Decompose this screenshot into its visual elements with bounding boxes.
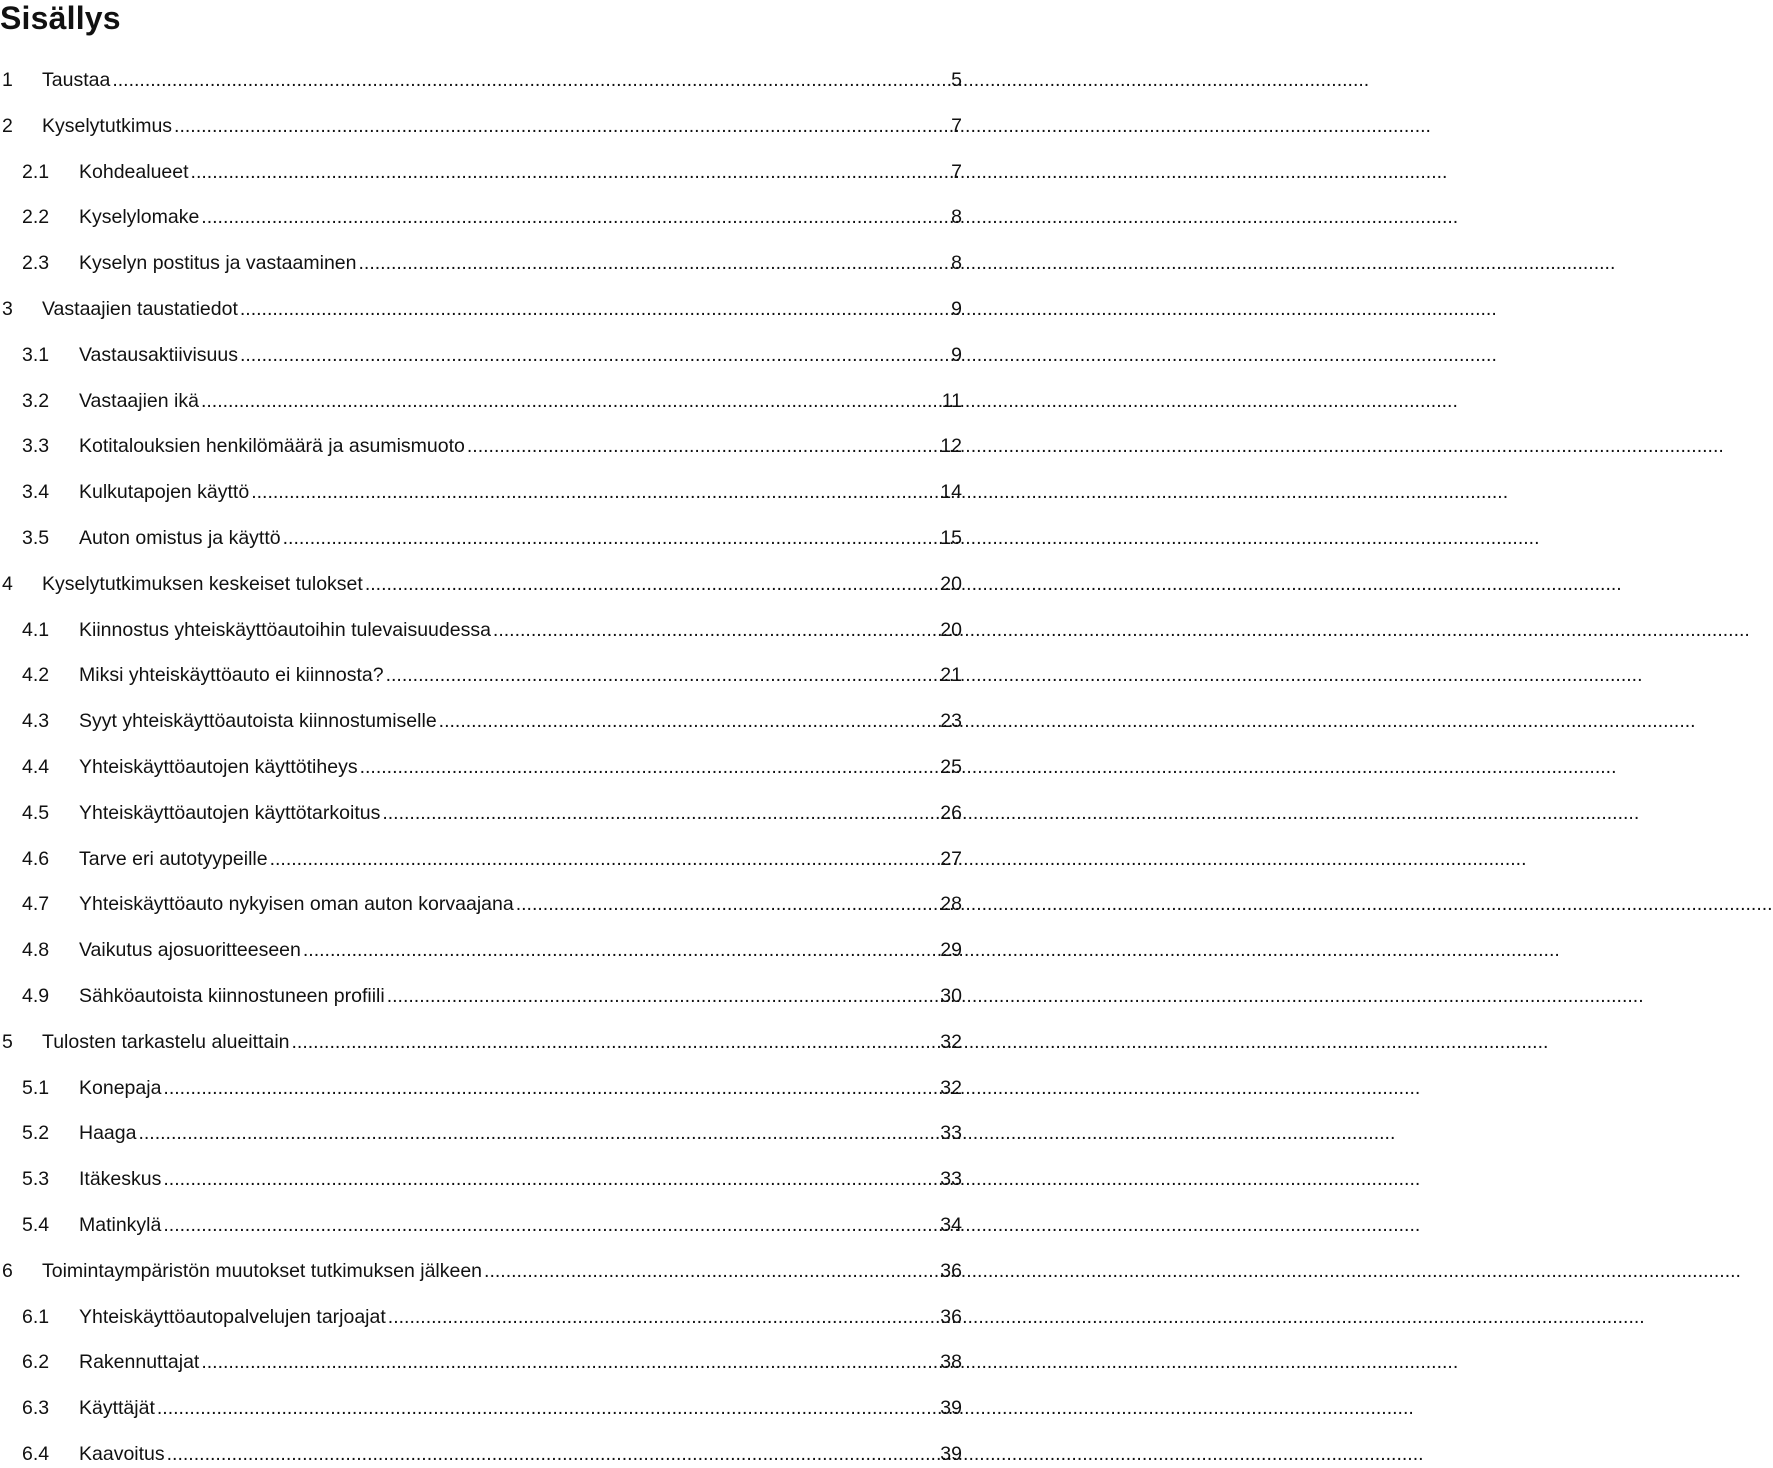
toc-entry[interactable] [0,1028,962,1056]
toc-dot-leader [439,707,937,735]
toc-entry-label: Käyttäjät [79,1397,155,1420]
toc-entry-label: Tulosten tarkastelu alueittain [42,1030,290,1053]
toc-dot-leader [516,890,937,918]
toc-entry[interactable] [0,1119,962,1147]
toc-entry[interactable] [0,936,962,964]
toc-dot-leader [251,478,936,506]
toc-entry-page: 9 [951,298,962,320]
toc-entry-label: Taustaa [42,69,111,91]
toc-entry-label: Miksi yhteiskäyttöauto ei kiinnosta? [79,664,384,687]
toc-entry-page: 9 [951,343,962,366]
toc-entry-label: Vastausaktiivisuus [79,343,238,366]
toc-dot-leader [365,570,936,598]
toc-entry[interactable] [0,478,962,506]
toc-dot-leader [174,112,947,140]
toc-entry[interactable] [0,295,962,323]
toc-entry[interactable] [0,1440,962,1468]
toc-entry-page: 39 [940,1397,962,1420]
toc-dot-leader [360,753,937,781]
toc-entry[interactable] [0,1074,962,1102]
toc-entry-number: 2.3 [22,252,50,275]
toc-entry-number: 6.1 [22,1305,50,1328]
toc-entry-label: Syyt yhteiskäyttöautoista kiinnostumiselle [79,710,437,733]
toc-entry-page: 36 [940,1305,962,1328]
toc-entry[interactable] [0,1257,962,1285]
toc-entry[interactable] [0,341,962,369]
toc-dot-leader [382,799,936,827]
toc-dot-leader [157,1394,936,1422]
toc-entry-label: Kyselytutkimus [42,114,173,137]
toc-entry-page: 26 [940,801,962,824]
toc-entry-label: Haaga [79,1122,137,1145]
toc-entry-label: Kulkutapojen käyttö [79,481,250,504]
toc-entry-page: 23 [940,710,962,733]
toc-entry-page: 14 [940,481,962,504]
toc-dot-leader [292,1028,937,1056]
toc-entry[interactable] [0,1211,962,1239]
toc-entry-label: Kaavoitus [79,1443,165,1465]
toc-entry-number: 6.3 [22,1397,50,1420]
toc-dot-leader [386,661,937,689]
toc-entry-label: Matinkylä [79,1214,162,1236]
toc-dot-leader [283,524,937,552]
toc-entry[interactable] [0,1348,962,1376]
toc-entry-number: 3 [2,298,13,320]
toc-entry-number: 4.2 [22,664,50,687]
toc-entry-number: 6 [2,1259,13,1282]
toc-entry-page: 28 [940,893,962,916]
toc-dot-leader [163,1074,936,1102]
toc-entry[interactable] [0,203,962,231]
toc-entry-label: Toimintaympäristön muutokset tutkimuksen jälkeen [42,1259,483,1282]
toc-entry-page: 32 [940,1076,962,1099]
toc-entry-number: 4.9 [22,985,50,1007]
toc-entry-number: 5 [2,1030,13,1053]
toc-entry-label: Yhteiskäyttöautopalvelujen tarjoajat [79,1305,386,1328]
toc-entry-number: 5.3 [22,1168,50,1191]
toc-entry-page: 36 [940,1259,962,1282]
toc-entry-label: Kyselytutkimuksen keskeiset tulokset [42,572,363,595]
toc-entry-page: 34 [940,1214,962,1236]
toc-entry-page: 8 [951,206,962,229]
toc-entry-label: Auton omistus ja käyttö [79,527,281,549]
toc-dot-leader [167,1440,937,1468]
toc-entry-number: 3.4 [22,481,50,504]
toc-entry[interactable] [0,753,962,781]
toc-entry-number: 4.8 [22,939,50,962]
toc-entry-number: 2.1 [22,160,50,183]
toc-entry-number: 2.2 [22,206,50,229]
toc-entry[interactable] [0,387,962,415]
toc-dot-leader [191,158,948,186]
toc-entry-page: 20 [940,572,962,595]
toc-entry[interactable] [0,570,962,598]
toc-title: Sisällys [0,0,121,36]
toc-entry-label: Yhteiskäyttöautojen käyttötiheys [79,756,358,778]
toc-entry-label: Kohdealueet [79,160,189,183]
toc-entry-label: Yhteiskäyttöautojen käyttötarkoitus [79,801,381,824]
toc-entry-page: 39 [940,1443,962,1465]
toc-dot-leader [163,1211,936,1239]
toc-entry[interactable] [0,982,962,1010]
toc-entry-number: 5.1 [22,1076,50,1099]
toc-entry-label: Rakennuttajat [79,1351,200,1374]
toc-entry-page: 33 [940,1168,962,1191]
toc-entry[interactable] [0,432,962,460]
toc-entry-page: 29 [940,939,962,962]
toc-entry-page: 33 [940,1122,962,1145]
toc-entry[interactable] [0,66,962,94]
toc-entry-label: Kyselyn postitus ja vastaaminen [79,252,357,275]
toc-entry[interactable] [0,845,962,873]
toc-entry-number: 6.4 [22,1443,50,1465]
toc-entry[interactable] [0,707,962,735]
toc-dot-leader [270,845,937,873]
toc-entry-number: 6.2 [22,1351,50,1374]
toc-entry[interactable] [0,616,962,644]
toc-dot-leader [484,1257,936,1285]
toc-entry[interactable] [0,112,962,140]
toc-entry-page: 30 [940,985,962,1007]
toc-entry-label: Kyselylomake [79,206,200,229]
toc-entry-label: Yhteiskäyttöauto nykyisen oman auton korvaajana [79,893,514,916]
toc-entry-label: Kiinnostus yhteiskäyttöautoihin tulevaisuudessa [79,618,491,641]
toc-entry-label: Tarve eri autotyypeille [79,847,268,870]
toc-entry-label: Vaikutus ajosuoritteeseen [79,939,301,962]
toc-entry[interactable] [0,1303,962,1331]
toc-dot-leader [240,341,947,369]
toc-entry-page: 11 [941,389,962,412]
toc-dot-leader [201,1348,936,1376]
toc-entry-number: 3.3 [22,435,50,458]
toc-dot-leader [467,432,936,460]
toc-entry-number: 4.5 [22,801,50,824]
toc-entry[interactable] [0,249,962,277]
toc-dot-leader [163,1165,936,1193]
toc-dot-leader [493,616,936,644]
toc-dot-leader [240,295,947,323]
toc-entry[interactable] [0,1394,962,1422]
toc-entry-page: 27 [940,847,962,870]
toc-entry-page: 7 [951,114,962,137]
toc-entry[interactable] [0,158,962,186]
toc-entry-number: 4.6 [22,847,50,870]
toc-entry-number: 4.1 [22,618,50,641]
toc-entry[interactable] [0,1165,962,1193]
toc-entry-page: 25 [940,756,962,778]
toc-entry-number: 5.2 [22,1122,50,1145]
toc-dot-leader [112,66,947,94]
toc-entry-number: 2 [2,114,13,137]
toc-dot-leader [303,936,936,964]
toc-entry-page: 21 [940,664,962,687]
toc-entry-page: 20 [940,618,962,641]
toc-entry-label: Vastaajien taustatiedot [42,298,238,320]
toc-entry-page: 8 [951,252,962,275]
toc-dot-leader [388,1303,937,1331]
toc-entry-label: Sähköautoista kiinnostuneen profiili [79,985,385,1007]
toc-entry-number: 5.4 [22,1214,50,1236]
toc-entry-number: 4.3 [22,710,50,733]
toc-dot-leader [201,387,938,415]
toc-entry[interactable] [0,524,962,552]
toc-entry-page: 38 [940,1351,962,1374]
toc-entry[interactable] [0,890,962,918]
toc-entry-page: 15 [940,527,962,549]
toc-dot-leader [138,1119,936,1147]
toc-entry[interactable] [0,799,962,827]
toc-entry-number: 4.7 [22,893,50,916]
toc-entry-page: 7 [951,160,962,183]
toc-entry-number: 3.2 [22,389,50,412]
toc-dot-leader [387,982,937,1010]
toc-entry-number: 3.5 [22,527,50,549]
toc-entry-label: Vastaajien ikä [79,389,199,412]
toc-entry-page: 32 [940,1030,962,1053]
toc-entry-number: 3.1 [22,343,50,366]
toc-entry-label: Konepaja [79,1076,162,1099]
toc-dot-leader [358,249,947,277]
toc-entry-page: 5 [951,69,962,91]
toc-entry-label: Itäkeskus [79,1168,162,1191]
toc-entry-label: Kotitalouksien henkilömäärä ja asumismuoto [79,435,465,458]
toc-entry-number: 4.4 [22,756,50,778]
toc-dot-leader [201,203,947,231]
toc-entry-number: 4 [2,572,13,595]
toc-entry[interactable] [0,661,962,689]
toc-entry-page: 12 [940,435,962,458]
toc-entry-number: 1 [2,69,13,91]
